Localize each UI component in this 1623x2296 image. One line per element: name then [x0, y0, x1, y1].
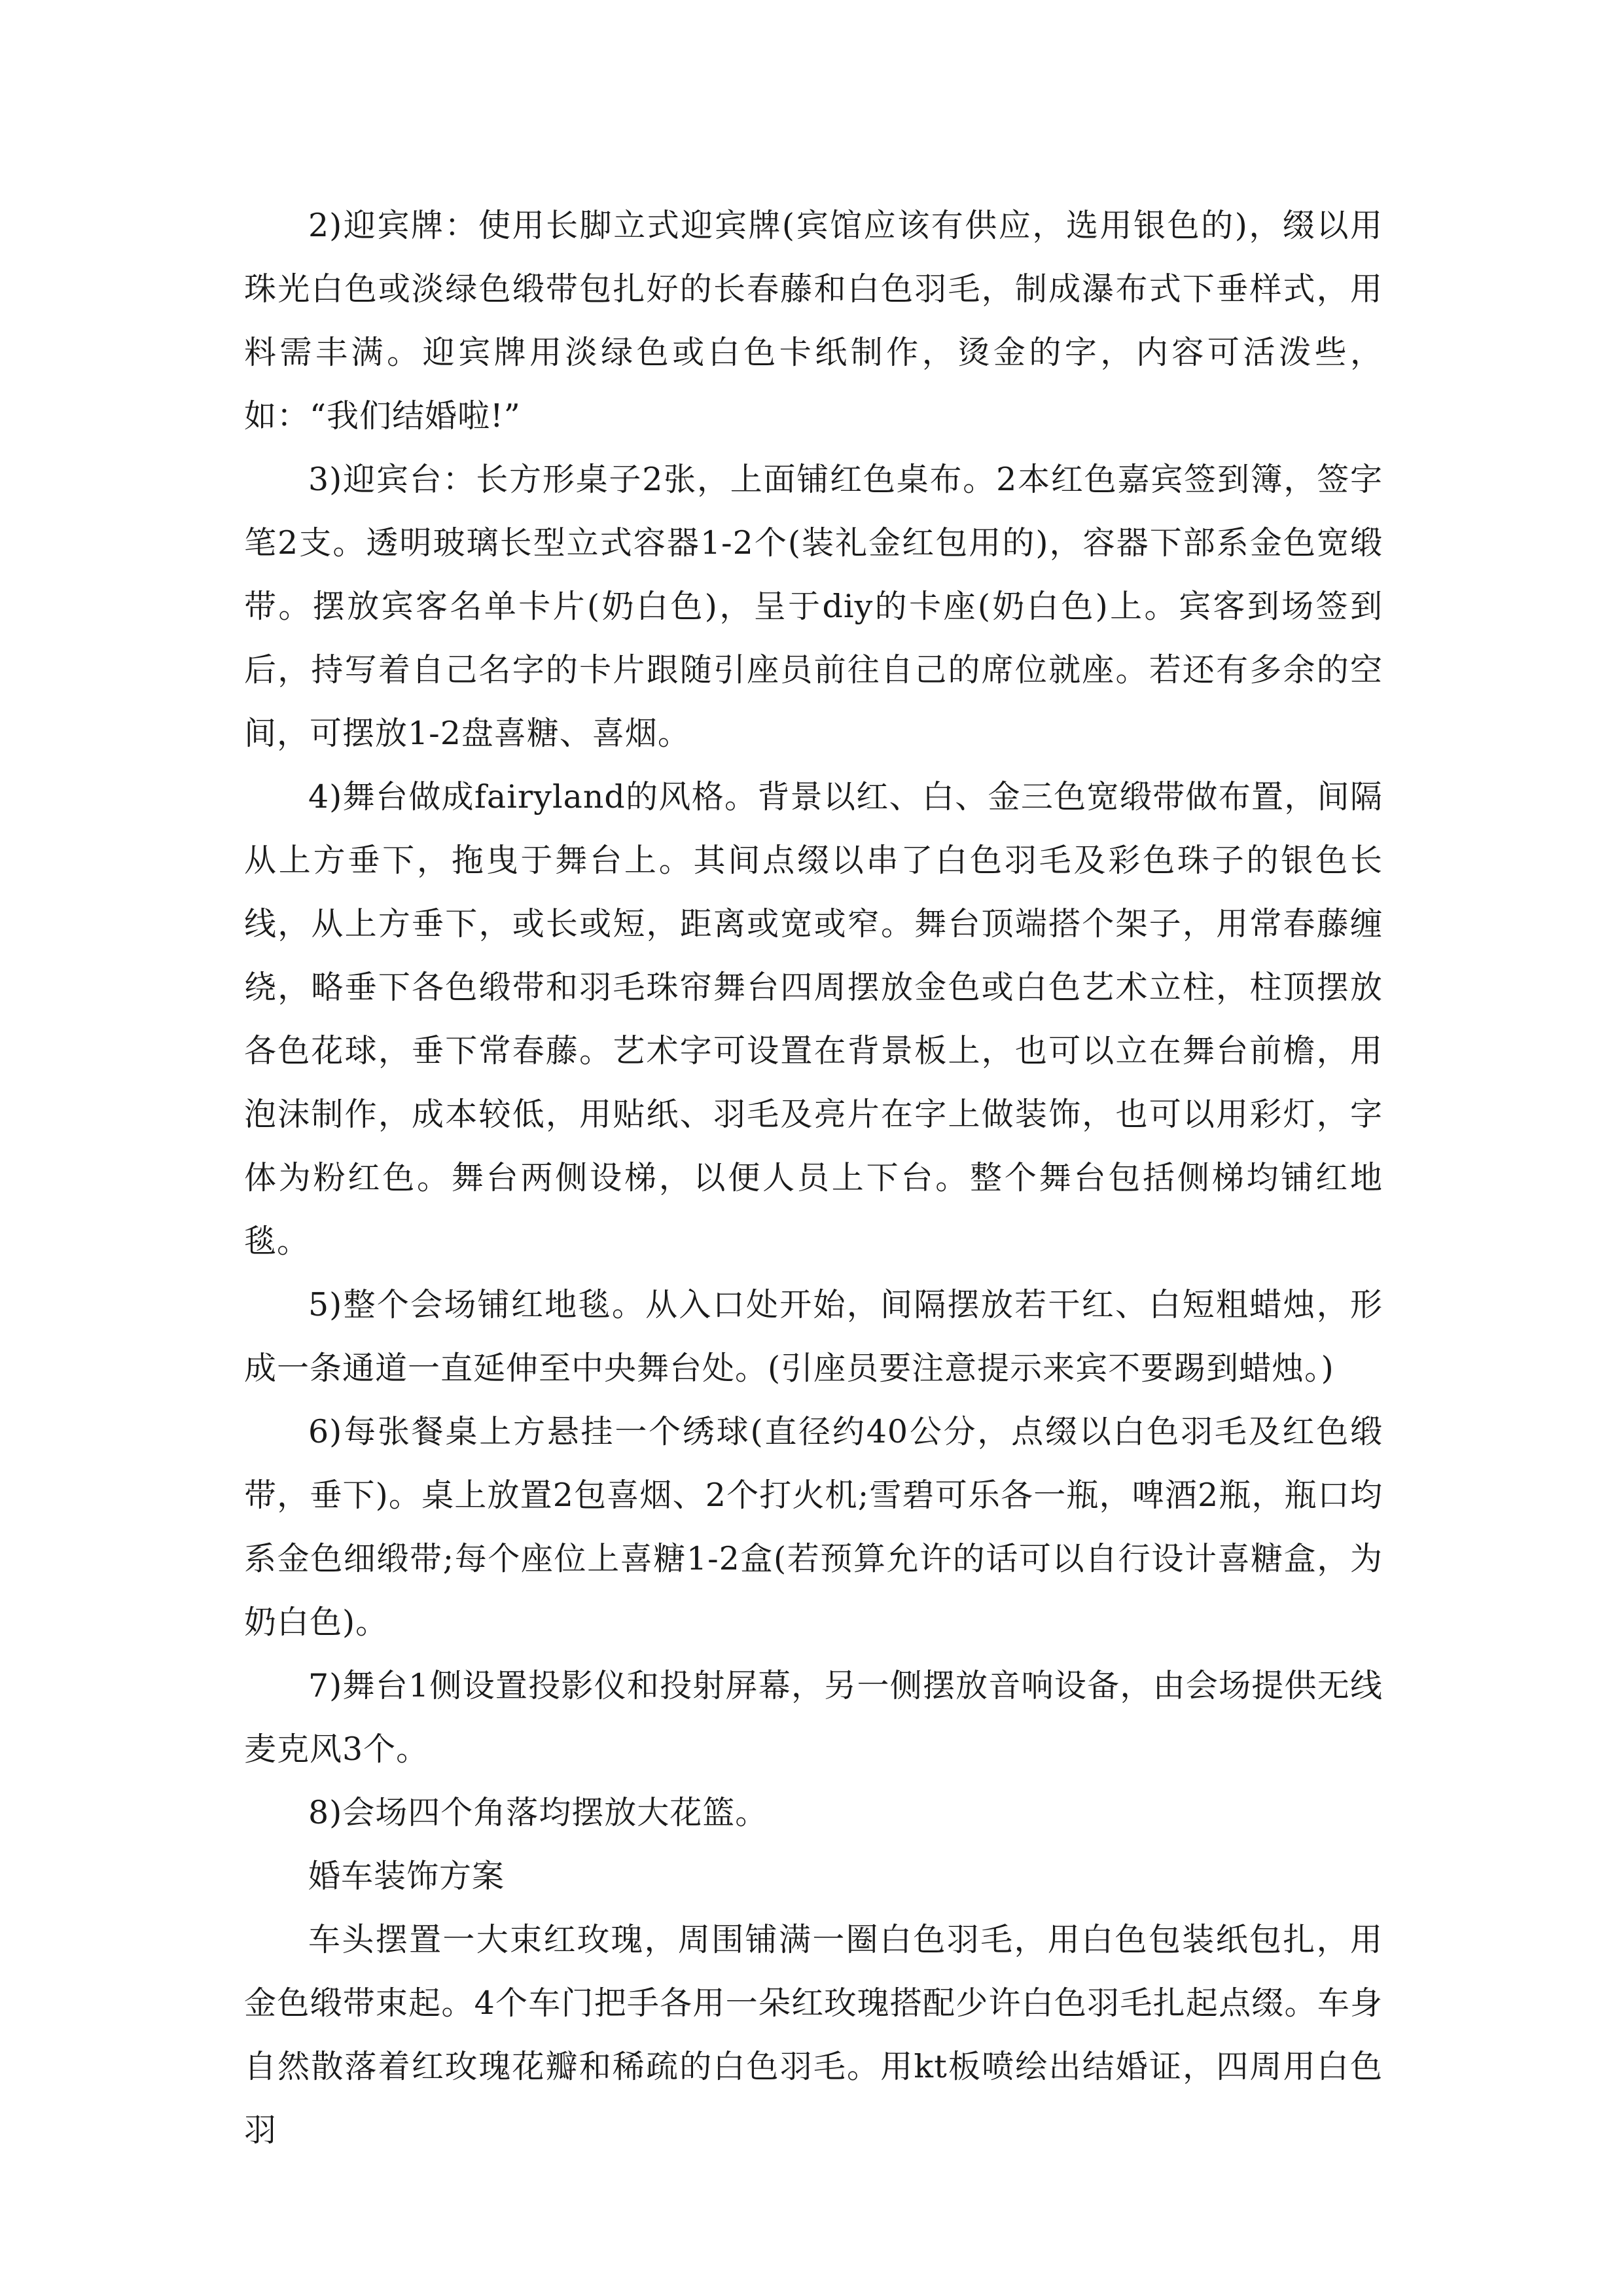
document-body [244, 194, 1383, 2162]
paragraph-wedding-car: 车头摆置一大束红玫瑰，周围铺满一圈白色羽毛，用白色包装纸包扎，用金色缎带束起。4个车门把手各用一朵红玫瑰搭配少许白色羽毛扎起点缀。车身自然散落着红玫瑰花瓣和稀疏的白色羽毛。用kt板喷绘出结婚证，四周用白色羽 [244, 1921, 1383, 2149]
paragraph-dining-table: 6)每张餐桌上方悬挂一个绣球(直径约40公分，点缀以白色羽毛及红色缎带，垂下)。桌上放置2包喜烟、2个打火机;雪碧可乐各一瓶，啤酒2瓶，瓶口均系金色细缎带;每个座位上喜糖1-2盒(若预算允许的话可以自行设计喜糖盒，为奶白色)。 [244, 1413, 1383, 1641]
paragraph-venue-carpet: 5)整个会场铺红地毯。从入口处开始，间隔摆放若干红、白短粗蜡烛，形成一条通道一直延伸至中央舞台处。(引座员要注意提示来宾不要踢到蜡烛。) [244, 1286, 1383, 1387]
paragraph-welcome-sign: 2)迎宾牌：使用长脚立式迎宾牌(宾馆应该有供应，选用银色的)，缀以用珠光白色或淡绿色缎带包扎好的长春藤和白色羽毛，制成瀑布式下垂样式，用料需丰满。迎宾牌用淡绿色或白色卡纸制作，烫金的字，内容可活泼些，如：“我们结婚啦!” [244, 207, 1383, 435]
paragraph-av-equipment: 7)舞台1侧设置投影仪和投射屏幕，另一侧摆放音响设备，由会场提供无线麦克风3个。 [244, 1667, 1383, 1768]
paragraph-stage-decoration: 4)舞台做成fairyland的风格。背景以红、白、金三色宽缎带做布置，间隔从上方垂下，拖曳于舞台上。其间点缀以串了白色羽毛及彩色珠子的银色长线，从上方垂下，或长或短，距离或宽或窄。舞台顶端搭个架子，用常春藤缠绕，略垂下各色缎带和羽毛珠帘舞台四周摆放金色或白色艺术立柱，柱顶摆放各色花球，垂下常春藤。艺术字可设置在背景板上，也可以立在舞台前檐，用泡沫制作，成本较低，用贴纸、羽毛及亮片在字上做装饰，也可以用彩灯，字体为粉红色。舞台两侧设梯，以便人员上下台。整个舞台包括侧梯均铺红地毯。 [244, 778, 1383, 1260]
paragraph-welcome-desk: 3)迎宾台：长方形桌子2张，上面铺红色桌布。2本红色嘉宾签到簿，签字笔2支。透明玻璃长型立式容器1-2个(装礼金红包用的)，容器下部系金色宽缎带。摆放宾客名单卡片(奶白色)，呈于diy的卡座(奶白色)上。宾客到场签到后，持写着自己名字的卡片跟随引座员前往自己的席位就座。若还有多余的空间，可摆放1-2盘喜糖、喜烟。 [244, 461, 1383, 752]
section-heading-wedding-car: 婚车装饰方案 [308, 1857, 505, 1895]
paragraph-flower-baskets: 8)会场四个角落均摆放大花篮。 [308, 1794, 768, 1831]
